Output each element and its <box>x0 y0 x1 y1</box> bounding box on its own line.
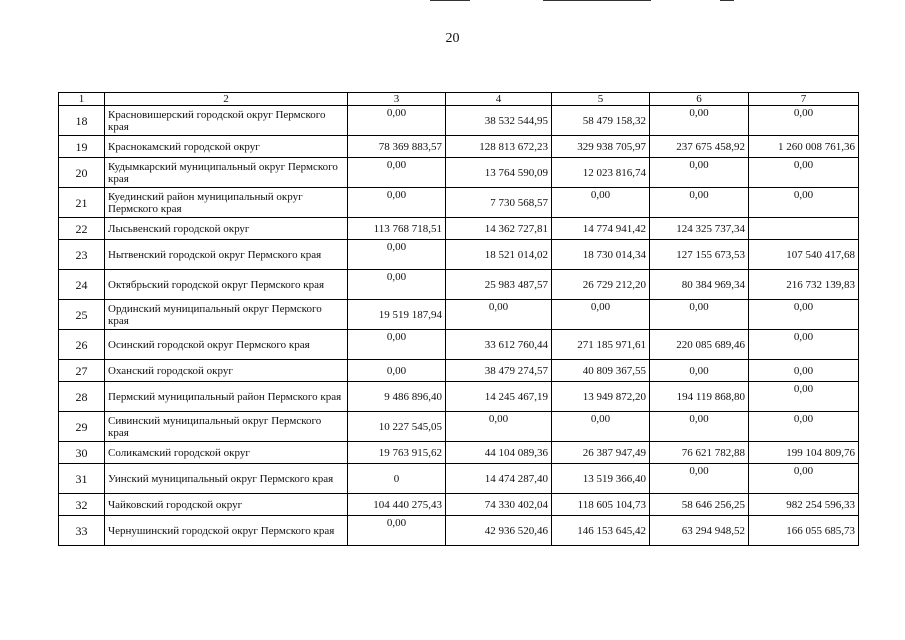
table-row <box>59 240 859 270</box>
cell-c5: 0,00 <box>552 300 650 330</box>
cell-c3: 78 369 883,57 <box>348 136 446 158</box>
cell-c3: 0,00 <box>348 158 446 188</box>
cell-c6: 58 646 256,25 <box>650 494 749 516</box>
column-header: 6 <box>650 93 749 106</box>
header-rule-3 <box>720 0 734 1</box>
cell-c6: 194 119 868,80 <box>650 382 749 412</box>
municipality-name: Оханский городской округ <box>105 360 348 382</box>
row-number: 29 <box>59 412 105 442</box>
column-header: 3 <box>348 93 446 106</box>
cell-c5: 18 730 014,34 <box>552 240 650 270</box>
cell-c4: 128 813 672,23 <box>446 136 552 158</box>
cell-c4: 14 245 467,19 <box>446 382 552 412</box>
row-number: 23 <box>59 240 105 270</box>
municipality-name: Соликамский городской округ <box>105 442 348 464</box>
cell-c4: 18 521 014,02 <box>446 240 552 270</box>
cell-c6: 127 155 673,53 <box>650 240 749 270</box>
cell-c4: 38 532 544,95 <box>446 106 552 136</box>
row-number: 28 <box>59 382 105 412</box>
table-row <box>59 158 859 188</box>
cell-c7: 199 104 809,76 <box>749 442 859 464</box>
cell-c6: 237 675 458,92 <box>650 136 749 158</box>
table-row <box>59 412 859 442</box>
municipality-name: Ординский муниципальный округ Пермского края <box>105 300 348 330</box>
table-row <box>59 330 859 360</box>
column-header: 1 <box>59 93 105 106</box>
cell-c7: 982 254 596,33 <box>749 494 859 516</box>
municipality-name: Сивинский муниципальный округ Пермского края <box>105 412 348 442</box>
table-row <box>59 516 859 546</box>
cell-c6: 80 384 969,34 <box>650 270 749 300</box>
cell-c3: 10 227 545,05 <box>348 412 446 442</box>
cell-c6: 0,00 <box>650 300 749 330</box>
cell-c3: 113 768 718,51 <box>348 218 446 240</box>
cell-c7: 0,00 <box>749 106 859 136</box>
cell-c4: 14 474 287,40 <box>446 464 552 494</box>
data-table <box>58 92 859 546</box>
column-header: 4 <box>446 93 552 106</box>
cell-c7: 0,00 <box>749 412 859 442</box>
municipality-name: Лысьвенский городской округ <box>105 218 348 240</box>
cell-c7: 1 260 008 761,36 <box>749 136 859 158</box>
cell-c6: 0,00 <box>650 464 749 494</box>
cell-c7: 0,00 <box>749 360 859 382</box>
row-number: 20 <box>59 158 105 188</box>
cell-c3: 0,00 <box>348 188 446 218</box>
municipality-name: Красновишерский городской округ Пермского края <box>105 106 348 136</box>
table-row <box>59 300 859 330</box>
row-number: 32 <box>59 494 105 516</box>
cell-c5: 40 809 367,55 <box>552 360 650 382</box>
cell-c7: 216 732 139,83 <box>749 270 859 300</box>
table-row <box>59 442 859 464</box>
row-number: 30 <box>59 442 105 464</box>
header-rule-2 <box>543 0 651 1</box>
cell-c5: 0,00 <box>552 412 650 442</box>
row-number: 18 <box>59 106 105 136</box>
municipality-name: Уинский муниципальный округ Пермского края <box>105 464 348 494</box>
cell-c7: 0,00 <box>749 382 859 412</box>
cell-c7: 0,00 <box>749 464 859 494</box>
cell-c4: 74 330 402,04 <box>446 494 552 516</box>
table-row <box>59 382 859 412</box>
cell-c4: 0,00 <box>446 300 552 330</box>
cell-c5: 0,00 <box>552 188 650 218</box>
cell-c6: 0,00 <box>650 412 749 442</box>
cell-c4: 13 764 590,09 <box>446 158 552 188</box>
cell-c3: 19 519 187,94 <box>348 300 446 330</box>
municipality-name: Осинский городской округ Пермского края <box>105 330 348 360</box>
cell-c4: 44 104 089,36 <box>446 442 552 464</box>
cell-c5: 26 729 212,20 <box>552 270 650 300</box>
row-number: 33 <box>59 516 105 546</box>
cell-c5: 146 153 645,42 <box>552 516 650 546</box>
cell-c3: 0,00 <box>348 106 446 136</box>
cell-c7: 0,00 <box>749 188 859 218</box>
cell-c5: 58 479 158,32 <box>552 106 650 136</box>
column-header: 7 <box>749 93 859 106</box>
row-number: 22 <box>59 218 105 240</box>
row-number: 27 <box>59 360 105 382</box>
cell-c4: 33 612 760,44 <box>446 330 552 360</box>
table-row <box>59 270 859 300</box>
column-header: 2 <box>105 93 348 106</box>
municipality-name: Нытвенский городской округ Пермского края <box>105 240 348 270</box>
cell-c3: 104 440 275,43 <box>348 494 446 516</box>
row-number: 25 <box>59 300 105 330</box>
cell-c7: 0,00 <box>749 300 859 330</box>
table-row <box>59 188 859 218</box>
cell-c3: 0,00 <box>348 360 446 382</box>
cell-c3: 0,00 <box>348 330 446 360</box>
municipality-name: Куединский район муниципальный округ Пермского края <box>105 188 348 218</box>
cell-c3: 9 486 896,40 <box>348 382 446 412</box>
page-number: 20 <box>445 31 460 46</box>
table-header-row <box>59 93 859 106</box>
cell-c3: 0,00 <box>348 270 446 300</box>
table-row <box>59 106 859 136</box>
cell-c6: 0,00 <box>650 360 749 382</box>
municipality-name: Кудымкарский муниципальный округ Пермского края <box>105 158 348 188</box>
cell-c6: 76 621 782,88 <box>650 442 749 464</box>
table-row <box>59 464 859 494</box>
column-header: 5 <box>552 93 650 106</box>
cell-c3: 0,00 <box>348 516 446 546</box>
cell-c6: 0,00 <box>650 158 749 188</box>
cell-c5: 118 605 104,73 <box>552 494 650 516</box>
table-row <box>59 218 859 240</box>
cell-c5: 13 519 366,40 <box>552 464 650 494</box>
cell-c6: 0,00 <box>650 188 749 218</box>
table-row <box>59 360 859 382</box>
cell-c3: 19 763 915,62 <box>348 442 446 464</box>
cell-c5: 12 023 816,74 <box>552 158 650 188</box>
row-number: 24 <box>59 270 105 300</box>
municipality-name: Пермский муниципальный район Пермского края <box>105 382 348 412</box>
cell-c7: 0,00 <box>749 330 859 360</box>
cell-c7: 107 540 417,68 <box>749 240 859 270</box>
row-number: 19 <box>59 136 105 158</box>
cell-c6: 220 085 689,46 <box>650 330 749 360</box>
cell-c5: 271 185 971,61 <box>552 330 650 360</box>
cell-c4: 7 730 568,57 <box>446 188 552 218</box>
cell-c4: 0,00 <box>446 412 552 442</box>
cell-c4: 38 479 274,57 <box>446 360 552 382</box>
cell-c5: 13 949 872,20 <box>552 382 650 412</box>
table-row <box>59 136 859 158</box>
cell-c5: 26 387 947,49 <box>552 442 650 464</box>
cell-c3: 0,00 <box>348 240 446 270</box>
cell-c6: 0,00 <box>650 106 749 136</box>
row-number: 31 <box>59 464 105 494</box>
cell-c3: 0 <box>348 464 446 494</box>
municipality-name: Краснокамский городской округ <box>105 136 348 158</box>
cell-c7 <box>749 218 859 240</box>
cell-c6: 124 325 737,34 <box>650 218 749 240</box>
municipality-name: Чайковский городской округ <box>105 494 348 516</box>
cell-c5: 329 938 705,97 <box>552 136 650 158</box>
cell-c6: 63 294 948,52 <box>650 516 749 546</box>
header-rule-1 <box>430 0 470 1</box>
cell-c7: 0,00 <box>749 158 859 188</box>
table-row <box>59 494 859 516</box>
cell-c4: 42 936 520,46 <box>446 516 552 546</box>
row-number: 26 <box>59 330 105 360</box>
cell-c4: 25 983 487,57 <box>446 270 552 300</box>
row-number: 21 <box>59 188 105 218</box>
cell-c4: 14 362 727,81 <box>446 218 552 240</box>
cell-c5: 14 774 941,42 <box>552 218 650 240</box>
municipality-name: Чернушинский городской округ Пермского края <box>105 516 348 546</box>
municipality-name: Октябрьский городской округ Пермского края <box>105 270 348 300</box>
cell-c7: 166 055 685,73 <box>749 516 859 546</box>
